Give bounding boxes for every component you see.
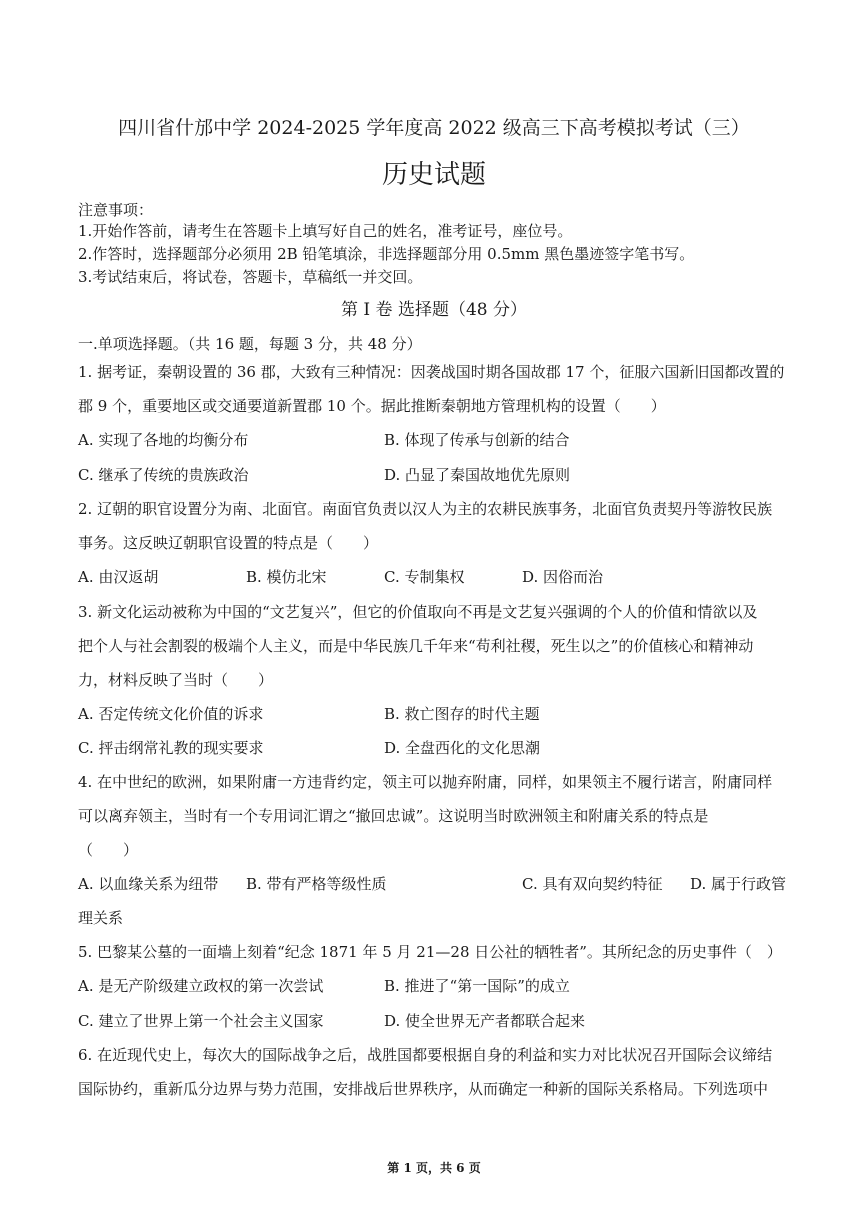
question-5-option-a: A. 是无产阶级建立政权的第一次尝试 bbox=[78, 977, 324, 995]
question-3-option-c: C. 抨击纲常礼教的现实要求 bbox=[78, 739, 264, 757]
page-number: 第 1 页，共 6 页 bbox=[387, 1161, 481, 1175]
section-title: 第 I 卷 选择题（48 分） bbox=[341, 300, 527, 320]
notice-item: 3.考试结束后，将试卷，答题卡，草稿纸一并交回。 bbox=[78, 268, 423, 286]
question-4-option-b: B. 带有严格等级性质 bbox=[246, 875, 387, 893]
question-2-text: 事务。这反映辽朝职官设置的特点是（ ） bbox=[78, 534, 379, 552]
question-1-text: 郡 9 个，重要地区或交通要道新置郡 10 个。据此推断秦朝地方管理机构的设置（ ） bbox=[78, 397, 666, 415]
question-2-option-a: A. 由汉返胡 bbox=[78, 568, 159, 586]
question-2-option-c: C. 专制集权 bbox=[384, 568, 465, 586]
question-4-option-c: C. 具有双向契约特征 bbox=[522, 875, 663, 893]
question-1-option-d: D. 凸显了秦国故地优先原则 bbox=[384, 466, 571, 484]
question-3-option-b: B. 救亡图存的时代主题 bbox=[384, 705, 540, 723]
notice-heading: 注意事项： bbox=[78, 201, 154, 219]
question-2-option-d: D. 因俗而治 bbox=[522, 568, 604, 586]
question-6-text: 6. 在近现代史上，每次大的国际战争之后，战胜国都要根据自身的利益和实力对比状况召开国际会议缔结 bbox=[78, 1046, 773, 1064]
question-3-text: 力，材料反映了当时（ ） bbox=[78, 671, 274, 689]
exam-title: 四川省什邡中学 2024-2025 学年度高 2022 级高三下高考模拟考试（三） bbox=[118, 117, 750, 139]
question-5-text: 5. 巴黎某公墓的一面墙上刻着“纪念 1871 年 5 月 21—28 日公社的牺牲者”。其所纪念的历史事件（ ） bbox=[78, 943, 782, 961]
question-2-text: 2. 辽朝的职官设置分为南、北面官。南面官负责以汉人为主的农耕民族事务，北面官负责契丹等游牧民族 bbox=[78, 500, 773, 518]
question-4-text: 4. 在中世纪的欧洲，如果附庸一方违背约定，领主可以抛弃附庸，同样，如果领主不履行诺言，附庸同样 bbox=[78, 773, 773, 791]
question-4-text: （ ） bbox=[78, 841, 139, 859]
question-1-text: 1. 据考证，秦朝设置的 36 郡，大致有三种情况：因袭战国时期各国故郡 17 个，征服六国新旧国都改置的 bbox=[78, 363, 785, 381]
question-5-option-c: C. 建立了世界上第一个社会主义国家 bbox=[78, 1012, 324, 1030]
question-3-text: 把个人与社会割裂的极端个人主义，而是中华民族几千年来“苟利社稷，死生以之”的价值核心和精神动 bbox=[78, 637, 754, 655]
question-1-option-c: C. 继承了传统的贵族政治 bbox=[78, 466, 249, 484]
part-heading: 一.单项选择题。（共 16 题，每题 3 分，共 48 分） bbox=[78, 335, 422, 353]
question-4-option-a: A. 以血缘关系为纽带 bbox=[78, 875, 219, 893]
question-3-option-a: A. 否定传统文化价值的诉求 bbox=[78, 705, 264, 723]
notice-item: 1.开始作答前，请考生在答题卡上填写好自己的姓名，准考证号，座位号。 bbox=[78, 222, 573, 240]
question-4-text: 可以离弃领主，当时有一个专用词汇谓之“撤回忠诚”。这说明当时欧洲领主和附庸关系的特点是 bbox=[78, 807, 709, 825]
exam-subject-title: 历史试题 bbox=[381, 160, 486, 190]
question-6-text: 国际协约，重新瓜分边界与势力范围，安排战后世界秩序，从而确定一种新的国际关系格局。下列选项中 bbox=[78, 1080, 769, 1098]
question-1-option-b: B. 体现了传承与创新的结合 bbox=[384, 431, 570, 449]
question-3-option-d: D. 全盘西化的文化思潮 bbox=[384, 739, 541, 757]
question-4-option-d-continued: 理关系 bbox=[78, 909, 124, 927]
question-3-text: 3. 新文化运动被称为中国的“文艺复兴”，但它的价值取向不再是文艺复兴强调的个人的价值和情欲以及 bbox=[78, 603, 758, 621]
question-5-option-d: D. 使全世界无产者都联合起来 bbox=[384, 1012, 586, 1030]
question-1-option-a: A. 实现了各地的均衡分布 bbox=[78, 431, 249, 449]
question-4-option-d: D. 属于行政管 bbox=[690, 875, 787, 893]
notice-item: 2.作答时，选择题部分必须用 2B 铅笔填涂，非选择题部分用 0.5mm 黑色墨迹签字笔书写。 bbox=[78, 245, 695, 263]
question-5-option-b: B. 推进了“第一国际”的成立 bbox=[384, 977, 570, 995]
question-2-option-b: B. 模仿北宋 bbox=[246, 568, 327, 586]
